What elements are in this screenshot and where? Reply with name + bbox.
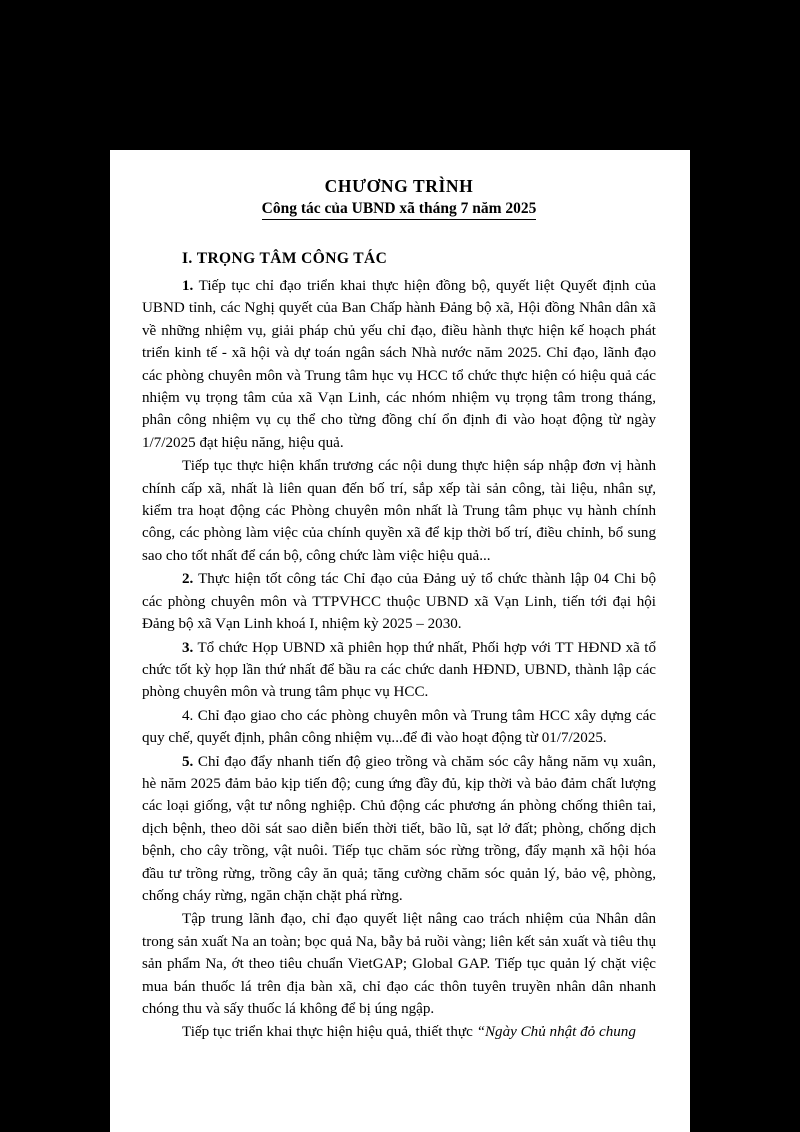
paragraph-3-number: 2. [182,571,194,588]
paragraph-2-text: Tiếp tục thực hiện khẩn trương các nội dung thực hiện sáp nhập đơn vị hành chính cấp xã, nhất là liên quan đến bố trí, sắp xếp tài sản công, tài liệu, nhân sự, kiểm tra hoạt động các Phòng chuyên môn nhất là Trung tâm phục vụ hành chính công, các phòng làm việc của chính quyền xã để kịp thời bố trí, điều chỉnh, bổ sung sao cho tốt nhất để cán bộ, công chức làm việc hiệu quả... [142,458,656,564]
paragraph-4-text: Tổ chức Họp UBND xã phiên họp thứ nhất, Phối hợp với TT HĐND xã tổ chức tốt kỳ họp lần thứ nhất để bầu ra các chức danh HĐND, UBND, thành lập các phòng chuyên môn và trung tâm phục vụ HCC. [142,639,656,701]
paragraph-7-text: Tập trung lãnh đạo, chỉ đạo quyết liệt nâng cao trách nhiệm của Nhân dân trong sản xuất Na an toàn; bọc quả Na, bẫy bả ruồi vàng; liên kết sản xuất và tiêu thụ sản phẩm Na, ớt theo tiêu chuẩn VietGAP; Global GAP. Tiếp tục quản lý chặt việc mua bán thuốc lá trên địa bàn xã, chỉ đạo các thôn tuyên truyền nhân dân nhanh chóng thu và sấy thuốc lá không để bị úng ngập. [142,911,656,1017]
paragraph-6-text: Chỉ đạo đẩy nhanh tiến độ gieo trồng và chăm sóc cây hằng năm vụ xuân, hè năm 2025 đảm bảo kịp tiến độ; cung ứng đầy đủ, kịp thời và bảo đảm chất lượng các loại giống, vật tư nông nghiệp. Chủ động các phương án phòng chống thiên tai, dịch bệnh, theo dõi sát sao diễn biến thời tiết, bão lũ, sạt lở đất; phòng, chống dịch bệnh, cho cây trồng, vật nuôi. Tiếp tục chăm sóc rừng trồng, đẩy mạnh xã hội hóa đầu tư trồng rừng, trồng cây ăn quả; tăng cường chăm sóc quản lý, bảo vệ, phòng, chống cháy rừng, ngăn chặn chặt phá rừng. [142,753,656,904]
paragraph-6-number: 5. [182,753,194,770]
paragraph-5-text: Chỉ đạo giao cho các phòng chuyên môn và Trung tâm HCC xây dựng các quy chế, quyết định, phân công nhiệm vụ...để đi vào hoạt động từ 01/7/2025. [142,707,656,747]
paragraph-1-number: 1. [182,278,194,294]
document-title: CHƯƠNG TRÌNH [324,176,474,196]
paragraph-6 [142,751,656,908]
paragraph-4-number: 3. [182,639,194,656]
paragraph-2 [142,455,656,567]
paragraph-8-truncated [142,1021,656,1043]
document-page [110,150,690,1132]
document-subtitle: Công tác của UBND xã tháng 7 năm 2025 [262,200,537,220]
paragraph-1-text: Tiếp tục chỉ đạo triển khai thực hiện đồng bộ, quyết liệt Quyết định của UBND tỉnh, các Nghị quyết của Ban Chấp hành Đảng bộ xã, Hội đồng Nhân dân xã về những nhiệm vụ, giải pháp chủ yếu chỉ đạo, điều hành thực hiện kế hoạch phát triển kinh tế - xã hội và dự toán ngân sách Nhà nước năm 2025. Chỉ đạo, lãnh đạo các phòng chuyên môn và Trung tâm hục vụ HCC tổ chức thực hiện có hiệu quả các nhiệm vụ trọng tâm của xã Vạn Linh, các nhóm nhiệm vụ trọng tâm trong tháng, phân công nhiệm vụ cụ thể cho từng đồng chí ổn định đi vào hoạt động từ ngày 1/7/2025 đạt hiệu năng, hiệu quả. [142,278,656,451]
paragraph-8-italic: “Ngày Chủ nhật đỏ chung [476,1024,636,1041]
paragraph-3 [142,568,656,635]
paragraph-7 [142,908,656,1020]
paragraph-3-text: Thực hiện tốt công tác Chỉ đạo của Đảng uỷ tổ chức thành lập 04 Chi bộ các phòng chuyên môn và TTPVHCC thuộc UBND xã Vạn Linh, tiến tới đại hội Đảng bộ xã Vạn Linh khoá I, nhiệm kỳ 2025 – 2030. [142,571,656,633]
paragraph-4 [142,637,656,704]
document-subtitle-wrap [142,200,656,220]
paragraph-5 [142,705,656,750]
paragraph-5-number: 4. [182,707,194,724]
paragraph-1 [142,275,656,454]
paragraph-8-lead: Tiếp tục triển khai thực hiện hiệu quả, thiết thực [182,1024,477,1041]
section-heading: I. TRỌNG TÂM CÔNG TÁC [182,250,388,267]
